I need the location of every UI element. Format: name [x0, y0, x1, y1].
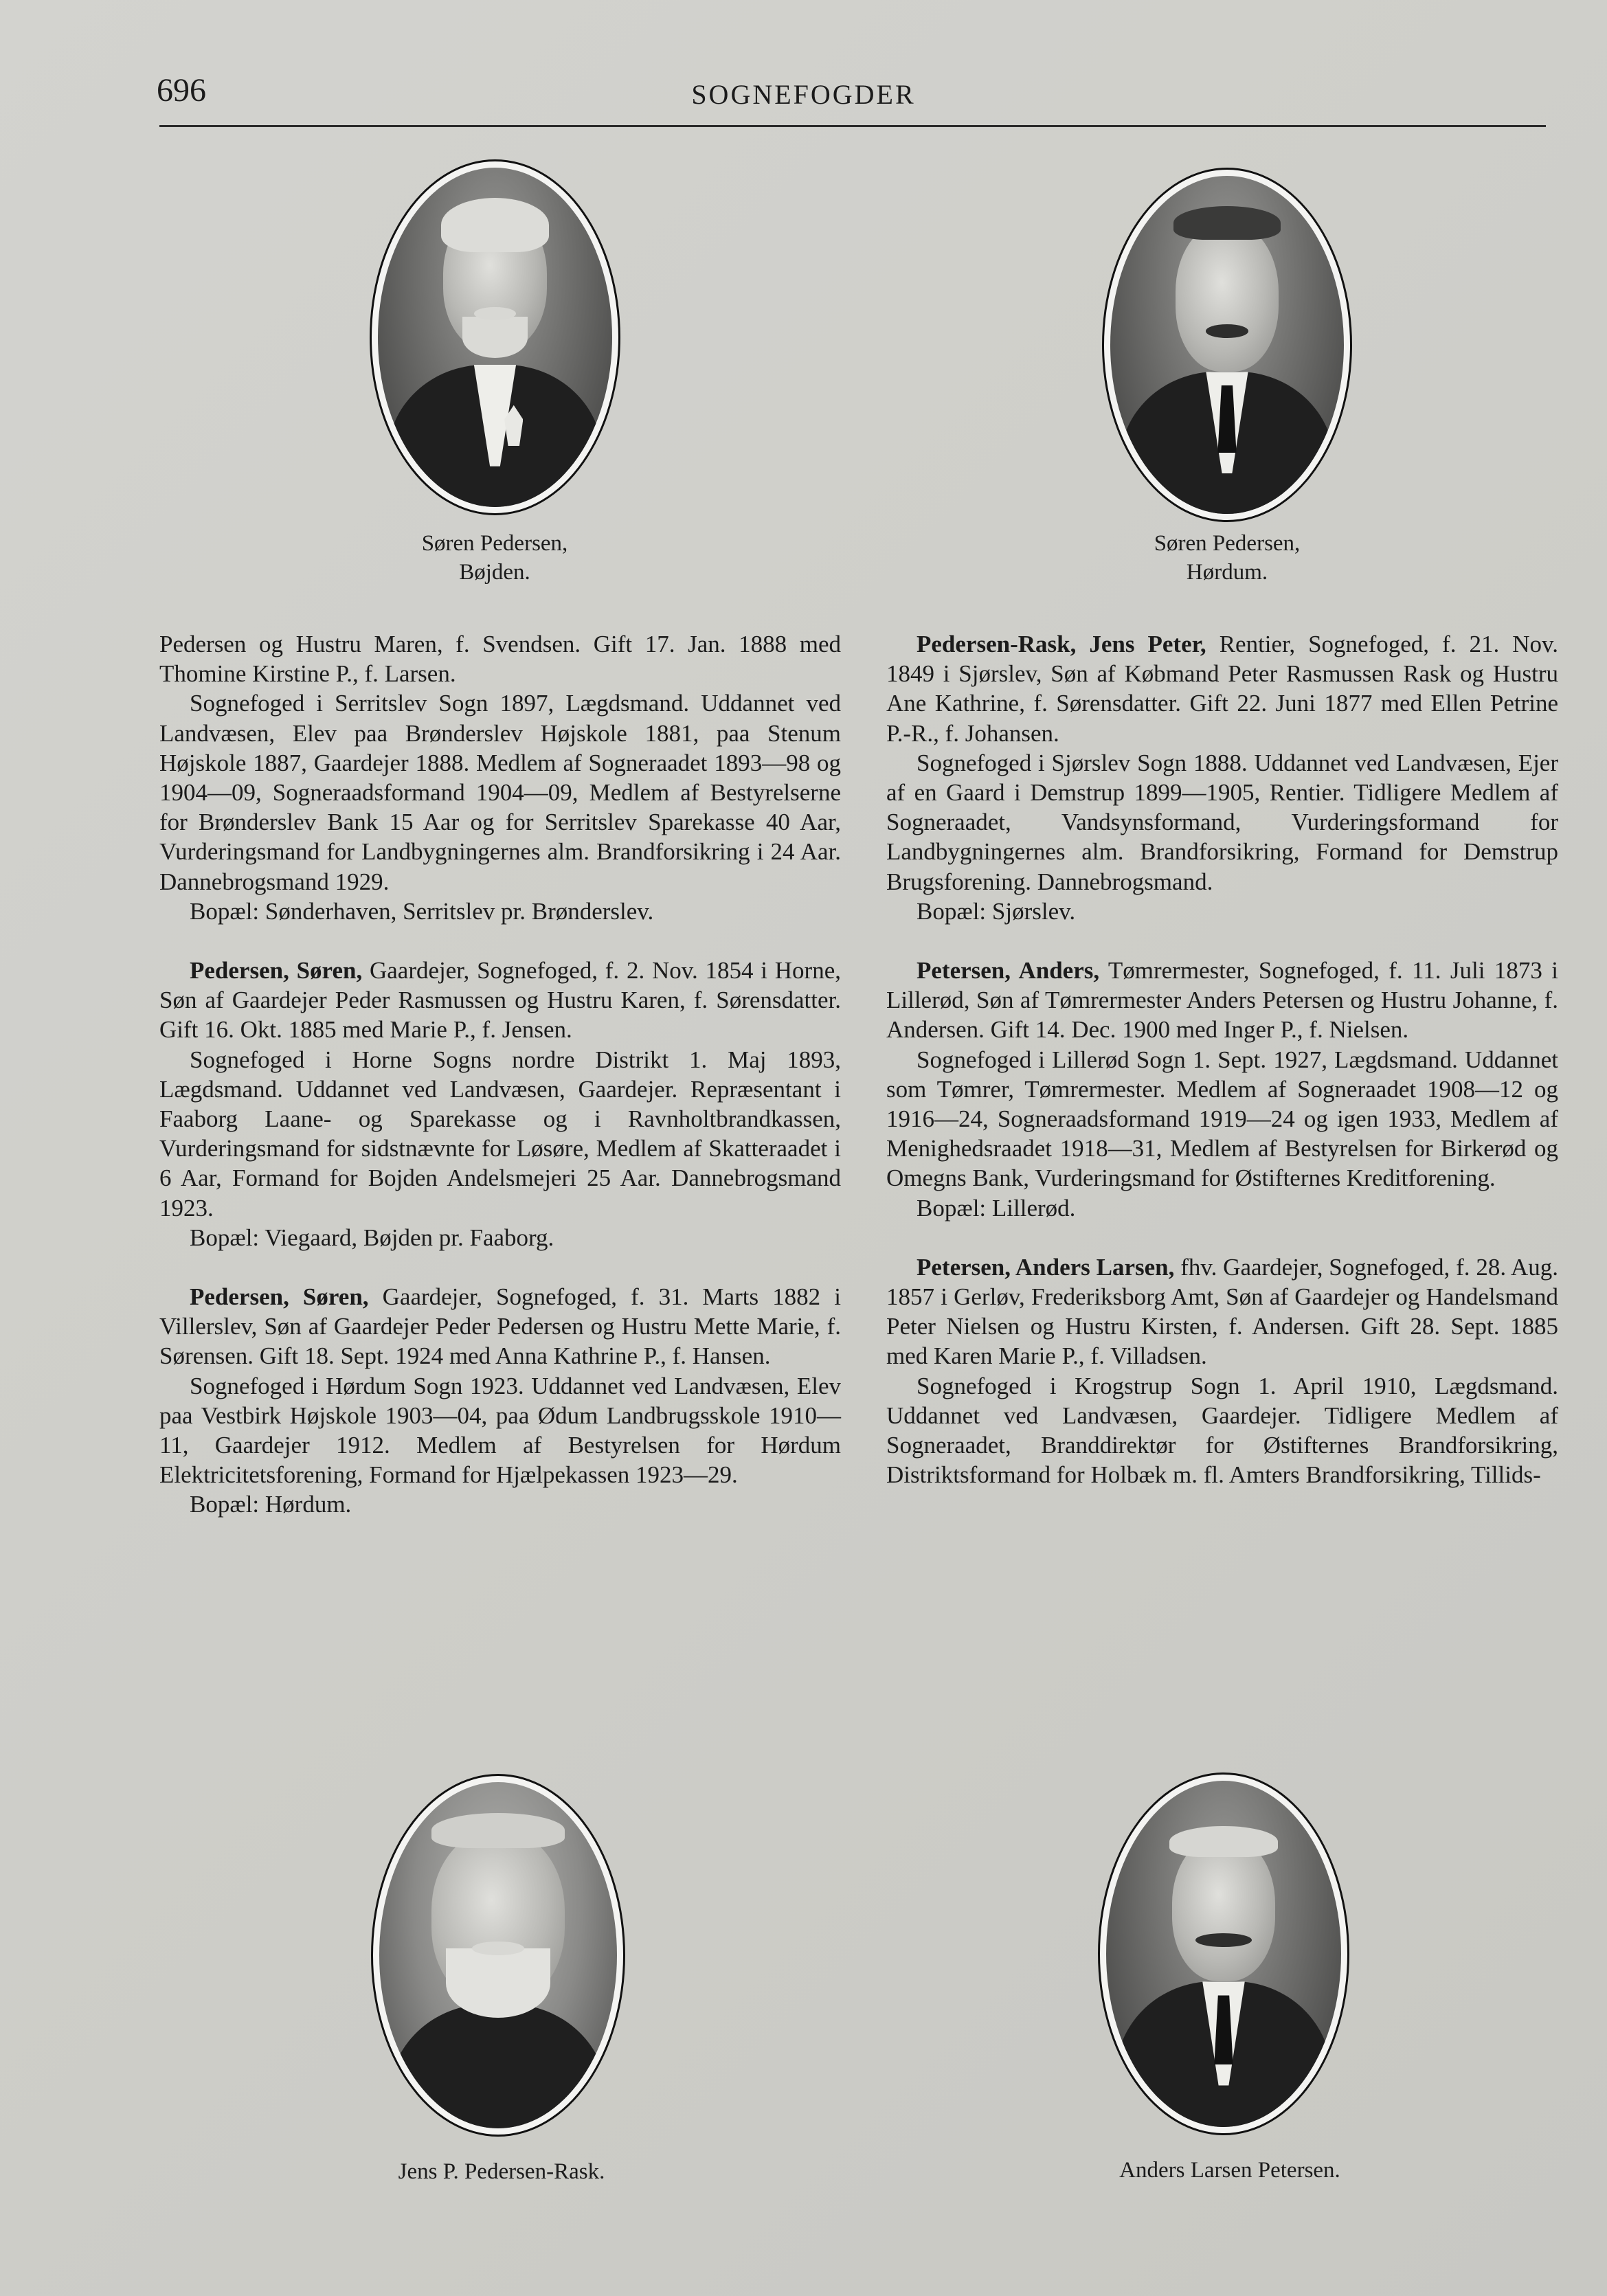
left-column: [159, 629, 841, 1549]
entry-pedersen-continued: [159, 629, 841, 926]
entry-name: Pedersen-Rask, Jens Peter,: [917, 631, 1206, 657]
entry-text: Pedersen og Hustru Maren, f. Svendsen. Gift 17. Jan. 1888 med Thomine Kirstine P., f. Larsen.: [159, 631, 841, 688]
portrait-hair: [441, 198, 549, 252]
entry-text: Sognefoged i Hørdum Sogn 1923. Uddannet ved Landvæsen, Elev paa Vestbirk Højskole 1903—04, paa Ødum Landbrugsskole 1910—11, Gaardejer 1912. Medlem af Bestyrelsen for Hørdum Elektricitetsforening, Formand for Hjælpekassen 1923—29.: [159, 1372, 841, 1489]
entry-name: Petersen, Anders Larsen,: [917, 1253, 1175, 1281]
portrait-mustache: [1206, 324, 1248, 338]
entry-pedersen-soren-hordum: [159, 1282, 841, 1520]
portrait-face: [1172, 1836, 1275, 1982]
entry-petersen-anders: [886, 956, 1558, 1223]
entry-text: Gaardejer, Sognefoged, f. 31. Marts 1882 i Villerslev, Søn af Gaardejer Peder Pedersen og Hustru Mette Marie, f. Sørensen. Gift 18. Sept. 1924 med Anna Kathrine P., f. Hansen.: [159, 1283, 842, 1370]
right-column: [886, 629, 1558, 1519]
entry-petersen-anders-larsen: [886, 1252, 1558, 1490]
entry-text: Tømrermester, Sognefoged, f. 11. Juli 1873 i Lillerød, Søn af Tømrermester Anders Petersen og Hustru Johanne, f. Andersen. Gift 14. Dec. 1900 med Inger P., f. Nielsen.: [886, 957, 1558, 1044]
portrait-anders-larsen-petersen: [1098, 1772, 1349, 2135]
portrait-mustache: [474, 307, 516, 321]
page-number: 696: [157, 72, 206, 109]
caption-line-1: Jens P. Pedersen-Rask.: [398, 2159, 605, 2184]
entry-name: Pedersen, Søren,: [190, 957, 363, 984]
portrait-hair: [1173, 206, 1281, 240]
portrait-photo: [1106, 1781, 1341, 2127]
entry-text: fhv. Gaardejer, Sognefoged, f. 28. Aug. 1857 i Gerløv, Frederiksborg Amt, Søn af Gaardejer og Handelsmand Peter Nielsen og Hustru Kirsten, f. Andersen. Gift 28. Sept. 1885 med Karen Marie P., f. Villadsen.: [886, 1253, 1558, 1370]
portrait-mustache: [472, 1942, 524, 1955]
entry-address: Bopæl: Viegaard, Bøjden pr. Faaborg.: [190, 1224, 554, 1251]
portrait-beard: [462, 317, 528, 357]
portrait-photo: [1110, 176, 1344, 514]
portrait-hair: [431, 1813, 565, 1847]
caption-line-2: Bøjden.: [459, 560, 530, 585]
caption-top-left: [357, 529, 632, 587]
entry-text: Sognefoged i Horne Sogns nordre Distrikt 1. Maj 1893, Lægdsmand. Uddannet ved Landvæsen, Gaardejer. Repræsentant i Faaborg Laane- og Sparekasse og i Ravnholtbrandkassen, Vurderingsmand for sidstnævnte for Løsøre, Medlem af Skatteraadet i 6 Aar, Formand for Bojden Andelsmejeri 25 Aar. Dannebrogsmand 1923.: [159, 1046, 841, 1222]
portrait-coat: [389, 2004, 607, 2128]
entry-address: Bopæl: Lillerød.: [917, 1194, 1076, 1222]
caption-bottom-left: [330, 2157, 673, 2186]
caption-bottom-right: [1051, 2156, 1408, 2185]
portrait-soren-pedersen-hordum: [1102, 168, 1352, 522]
entry-address: Bopæl: Sønderhaven, Serritslev pr. Brønderslev.: [190, 897, 654, 925]
caption-line-2: Hørdum.: [1186, 560, 1268, 585]
header-rule: [159, 125, 1546, 127]
portrait-mustache: [1195, 1933, 1252, 1947]
caption-line-1: Anders Larsen Petersen.: [1119, 2158, 1340, 2183]
entry-address: Bopæl: Hørdum.: [190, 1491, 352, 1518]
caption-line-1: Søren Pedersen,: [421, 531, 568, 556]
entry-name: Pedersen, Søren,: [190, 1283, 369, 1311]
portrait-photo: [379, 1782, 617, 2128]
caption-line-1: Søren Pedersen,: [1154, 531, 1301, 556]
entry-pedersen-soren-horne: [159, 956, 841, 1252]
portrait-beard: [446, 1948, 550, 2018]
entry-text: Sognefoged i Sjørslev Sogn 1888. Uddannet ved Landvæsen, Ejer af en Gaard i Demstrup 1899—1905, Rentier. Tidligere Medlem af Sogneraadet, Vandsynsformand, Vurderingsformand for Landbygningernes alm. Brandforsikring, Formand for Demstrup Brugsforening. Dannebrogsmand.: [886, 749, 1558, 895]
portrait-hair: [1169, 1826, 1277, 1857]
entry-text: Gaardejer, Sognefoged, f. 2. Nov. 1854 i Horne, Søn af Gaardejer Peder Rasmussen og Hustru Karen, f. Sørensdatter. Gift 16. Okt. 1885 med Marie P., f. Jensen.: [159, 957, 841, 1044]
running-head: SOGNEFOGDER: [691, 79, 916, 110]
portrait-jens-p-pedersen-rask: [371, 1774, 625, 2137]
entry-name: Petersen, Anders,: [917, 957, 1100, 984]
entry-text: Sognefoged i Krogstrup Sogn 1. April 1910, Lægdsmand. Uddannet ved Landvæsen, Gaardejer. Tidligere Medlem af Sogneraadet, Branddirektør for Østifternes Brandforsikring, Distriktsformand for Holbæk m. fl. Amters Brandforsikring, Tillids-: [886, 1372, 1558, 1489]
entry-pedersen-rask: [886, 629, 1558, 926]
entry-text: Sognefoged i Lillerød Sogn 1. Sept. 1927, Lægdsmand. Uddannet som Tømrer, Tømrermester. Medlem af Sogneraadet 1908—12 og 1916—24, Sogneraadsformand 1919—24 og igen 1933, Medlem af Menighedsraadet 1918—31, Medlem af Bestyrelsen for Birkerød og Omegns Bank, Vurderingsmand for Østifternes Kreditforening.: [886, 1046, 1558, 1192]
entry-text: Rentier, Sognefoged, f. 21. Nov. 1849 i Sjørslev, Søn af Købmand Peter Rasmussen Rask og Hustru Ane Kathrine, f. Sørensdatter. Gift 22. Juni 1877 med Ellen Petrine P.-R., f. Johansen.: [886, 631, 1559, 747]
entry-address: Bopæl: Sjørslev.: [917, 897, 1076, 925]
portrait-soren-pedersen-bojden: [370, 159, 620, 515]
entry-text: Sognefoged i Serritslev Sogn 1897, Lægdsmand. Uddannet ved Landvæsen, Elev paa Brønderslev Højskole 1881, paa Stenum Højskole 1887, Gaardejer 1888. Medlem af Sogneraadet 1893—98 og 1904—09, Sogneraadsformand 1904—09, Medlem af Bestyrelserne for Brønderslev Bank 15 Aar og for Serritslev Sparekasse 40 Aar, Vurderingsmand for Landbygningernes alm. Brandforsikring i 24 Aar. Dannebrogsmand 1929.: [159, 690, 841, 895]
caption-top-right: [1090, 529, 1364, 587]
portrait-face: [1176, 223, 1279, 372]
portrait-photo: [378, 168, 612, 507]
